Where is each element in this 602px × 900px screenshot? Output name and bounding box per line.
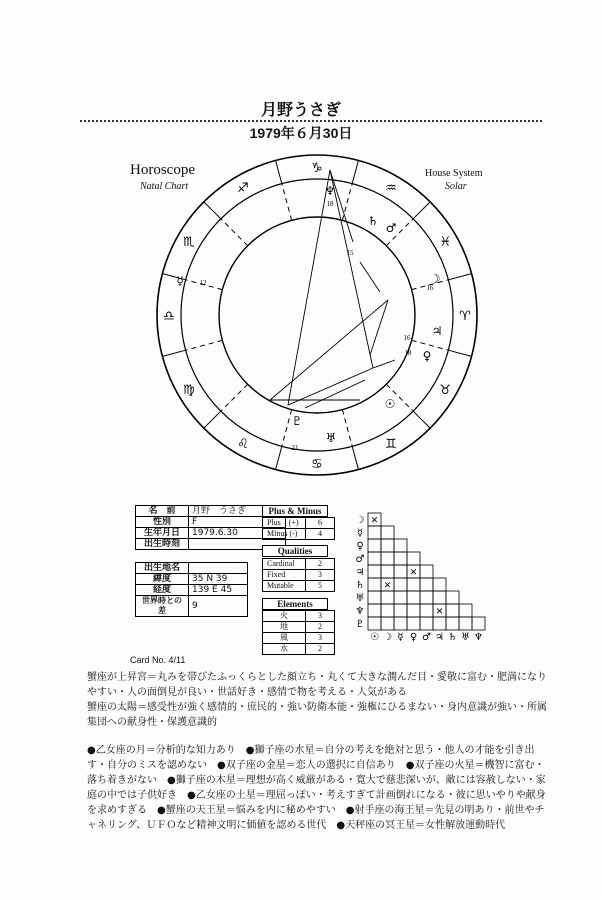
stat-label: Fixed [263, 570, 306, 581]
aspect-col-planet-icon: ♀ [409, 632, 418, 643]
sign-divider [204, 202, 221, 219]
inner-ring [219, 217, 415, 413]
stat-value: 5 [306, 581, 335, 592]
stat-value: 4 [306, 529, 335, 540]
aspect-cell [420, 617, 433, 630]
aspect-cell [407, 617, 420, 630]
stat-label: 水 [263, 644, 306, 655]
aspect-cell [459, 604, 472, 617]
degree-label: 12 [199, 279, 207, 287]
aspect-cell [368, 539, 381, 552]
aspect-cell [407, 604, 420, 617]
sign-divider [352, 160, 358, 183]
dotted-divider [80, 120, 542, 122]
uranus-icon: ♅ [325, 431, 337, 445]
sign-divider [448, 350, 471, 356]
aspect-cell [381, 604, 394, 617]
field-value: F [189, 517, 286, 528]
sign-divider [448, 274, 471, 280]
aspect-cell [394, 617, 407, 630]
elements-title: Elements [262, 598, 328, 610]
aspect-cell [381, 591, 394, 604]
aspect-cell [446, 591, 459, 604]
neptune-icon: ♆ [324, 184, 336, 198]
aspect-col-planet-icon: ♂ [422, 632, 431, 643]
field-label: 生年月日 [136, 528, 189, 539]
aspect-row-planet-icon: ♅ [355, 593, 365, 604]
aspect-col-planet-icon: ♆ [474, 632, 483, 643]
aspect-mark: ✕ [435, 607, 444, 617]
venus-icon: ♀ [422, 349, 432, 363]
field-value: 139 E 45 [189, 585, 248, 596]
aspect-cell [394, 604, 407, 617]
aspect-line [270, 300, 388, 400]
field-label: 世界時との差 [136, 596, 189, 617]
house-cusp-line [186, 340, 223, 350]
field-label: 経度 [136, 585, 189, 596]
aspect-cell [368, 565, 381, 578]
aspect-cell [368, 591, 381, 604]
degree-label: 16 [426, 284, 434, 292]
aspect-col-planet-icon: ♅ [461, 632, 470, 643]
aspect-mark: ✕ [383, 581, 392, 591]
aspect-cell [368, 617, 381, 630]
aspect-line [370, 300, 388, 355]
aspect-cell [381, 539, 394, 552]
aspect-cell [420, 578, 433, 591]
aspect-cell [420, 565, 433, 578]
stat-label: 風 [263, 633, 306, 644]
aspect-col-planet-icon: ♃ [435, 632, 444, 643]
aspect-cell [381, 552, 394, 565]
stat-value: 3 [306, 633, 335, 644]
house-cusp-line [342, 184, 352, 221]
stat-label: 地 [263, 622, 306, 633]
aspect-line [373, 360, 395, 368]
jupiter-icon: ♃ [431, 324, 443, 338]
field-value: 9 [189, 596, 248, 617]
aspect-cell [472, 617, 485, 630]
stat-value: 2 [306, 644, 335, 655]
aspect-cell [394, 565, 407, 578]
aspect-cell [394, 552, 407, 565]
chart-title: Horoscope [130, 162, 195, 178]
field-value: 月野 うさぎ [189, 506, 286, 517]
location-row [136, 563, 248, 574]
location-row [136, 574, 248, 585]
plus-minus-title: Plus & Minus [262, 505, 328, 517]
house-dashes [186, 184, 449, 447]
aspect-cell [407, 578, 420, 591]
degree-label: 18 [326, 200, 334, 208]
stat-label: 火 [263, 611, 306, 622]
field-label: 出生地名 [136, 563, 189, 574]
zodiac-sign-icon: ♏ [183, 235, 195, 250]
field-label: 名 前 [136, 506, 189, 517]
sign-divider [413, 411, 430, 428]
degree-label: 15 [346, 249, 354, 257]
chart-subtitle: Natal Chart [140, 181, 189, 192]
sign-divider [204, 411, 221, 428]
house-cusps [162, 160, 471, 469]
house-cusp-line [342, 410, 352, 447]
sign-divider [276, 446, 282, 469]
house-cusp-line [282, 410, 292, 447]
aspect-cell [433, 578, 446, 591]
aspect-row-planet-icon: ♂ [355, 554, 365, 565]
aspect-cell [368, 604, 381, 617]
aspect-cell [446, 617, 459, 630]
aspect-grid [350, 505, 500, 645]
aspect-cell [368, 526, 381, 539]
house-system-value: Solar [445, 181, 467, 192]
zodiac-sign-icon: ♉ [439, 383, 451, 398]
sun-description: 蟹座の太陽＝感受性が強く感情的・庶民的・強い防衛本能・強権にひるまない・身内意識が強い・所属集団への献身性・保護意識的 [87, 702, 547, 728]
zodiac-sign-icon: ♓ [439, 235, 451, 250]
aspect-cell [420, 604, 433, 617]
zodiac-sign-icon: ♎ [163, 309, 175, 324]
aspect-row-planet-icon: ☽ [355, 515, 365, 526]
aspect-cell [381, 617, 394, 630]
aspect-cell [368, 552, 381, 565]
card-number: Card No. 4/11 [130, 655, 186, 665]
aspect-cell [381, 526, 394, 539]
zodiac-sign-icon: ♈ [459, 309, 471, 324]
saturn-icon: ♄ [367, 214, 379, 228]
zodiac-sign-icon: ♌ [237, 437, 249, 453]
page-title: 月野うさぎ [260, 100, 341, 119]
aspect-cell [433, 591, 446, 604]
qualities-table [262, 558, 335, 592]
moon-icon: ☽ [429, 272, 441, 286]
aspect-row-planet-icon: ♇ [355, 619, 365, 630]
house-system-label: House System [425, 168, 483, 179]
pluto-icon: ♇ [291, 414, 303, 428]
degree-label: 16 [403, 334, 411, 342]
stat-label: Plus (+) [263, 518, 306, 529]
field-label: 出生時刻 [136, 539, 189, 550]
house-cusp-line [221, 384, 248, 411]
aspect-cell [368, 578, 381, 591]
aspect-cell [394, 539, 407, 552]
aspect-cell [394, 578, 407, 591]
field-label: 緯度 [136, 574, 189, 585]
aspect-mark: ✕ [409, 568, 418, 578]
qualities-title: Qualities [262, 545, 328, 557]
aspect-row-planet-icon: ☿ [356, 528, 364, 539]
ascendant-description: 蟹座が上昇宮＝丸みを帯びたふっくらとした顔立ち・丸くて大きな潤んだ目・愛敬に富む・肥満になりやすい・人の面倒見が良い・世話好き・感情で物を考える・人気がある [87, 672, 547, 698]
sun-icon: ☉ [384, 397, 396, 411]
aspect-row-planet-icon: ♆ [355, 606, 365, 617]
aspect-cell [459, 617, 472, 630]
stat-value: 2 [306, 622, 335, 633]
aspect-col-planet-icon: ☉ [370, 632, 379, 643]
mercury-icon: ☿ [176, 274, 184, 288]
aspect-mark: ✕ [370, 516, 379, 526]
sign-divider [162, 350, 185, 356]
sign-divider [352, 446, 358, 469]
zodiac-sign-icon: ♋ [311, 457, 323, 472]
aspect-cell [407, 552, 420, 565]
planet-descriptions: ●乙女座の月＝分析的な知力あり ●獅子座の水星＝自分の考えを絶対と思う・他人の才能を引き出す・自分のミスを認めない ●双子座の金星＝恋人の選択に自信あり ●双子座の火星＝機智に富む・落ち着きがない ●獅子座の木星＝理想が高く威厳がある・寛大で慈悲深いが、敵には容赦しない・家庭の中では子供好き ●乙女座の土星＝理屈っぽい・考えすぎて計画倒れになる・彼に思いやりや献身を求めすぎる ●蟹座の天王星＝悩みを内に秘めやすい ●射手座の海王星＝先見の明あり・前世やチャネリング、ＵＦＯなど精神文明に価値を認める世代 ●天秤座の冥王星＝女性解放運動時代 [87, 745, 546, 831]
stat-value: 2 [306, 559, 335, 570]
field-label: 性別 [136, 517, 189, 528]
aspect-col-planet-icon: ☽ [383, 632, 392, 643]
zodiac-sign-icon: ♍ [183, 383, 195, 398]
stat-value: 3 [306, 611, 335, 622]
aspect-cell [420, 591, 433, 604]
aspect-cell [407, 591, 420, 604]
zodiac-sign-icon: ♑ [311, 161, 323, 176]
field-value: 1979.6.30 [189, 528, 286, 539]
location-row [136, 596, 248, 617]
zodiac-sign-icon: ♊ [385, 437, 397, 453]
field-value: 35 N 39 [189, 574, 248, 585]
sign-divider [276, 160, 282, 183]
stat-label: Cardinal [263, 559, 306, 570]
location-table [135, 562, 248, 617]
sign-divider [413, 202, 430, 219]
degree-label: 18 [404, 349, 412, 357]
house-cusp-line [221, 219, 248, 246]
aspect-line [360, 262, 380, 292]
aspect-col-planet-icon: ♄ [448, 632, 457, 643]
stat-label: Mutable [263, 581, 306, 592]
stat-value: 3 [306, 570, 335, 581]
zodiac-sign-icon: ♒ [385, 180, 397, 196]
zodiac-sign-icon: ♐ [237, 180, 249, 196]
aspect-cell [394, 591, 407, 604]
stat-label: Minus (-) [263, 529, 306, 540]
mars-icon: ♂ [385, 221, 397, 235]
plus-minus-table [262, 517, 335, 540]
aspect-col-planet-icon: ☿ [397, 632, 404, 643]
aspect-cell [433, 617, 446, 630]
aspect-row-planet-icon: ♄ [355, 580, 365, 591]
aspect-row-planet-icon: ♃ [355, 567, 365, 578]
horoscope-wheel [145, 150, 485, 480]
birth-date-heading: 1979年６月30日 [249, 125, 353, 141]
degree-label: 21 [291, 444, 299, 452]
aspect-row-planet-icon: ♀ [356, 541, 364, 552]
aspect-cell [446, 604, 459, 617]
field-value [189, 563, 248, 574]
elements-table [262, 610, 335, 655]
aspect-cell [381, 565, 394, 578]
house-cusp-line [282, 184, 292, 221]
stat-value: 6 [306, 518, 335, 529]
location-row [136, 585, 248, 596]
